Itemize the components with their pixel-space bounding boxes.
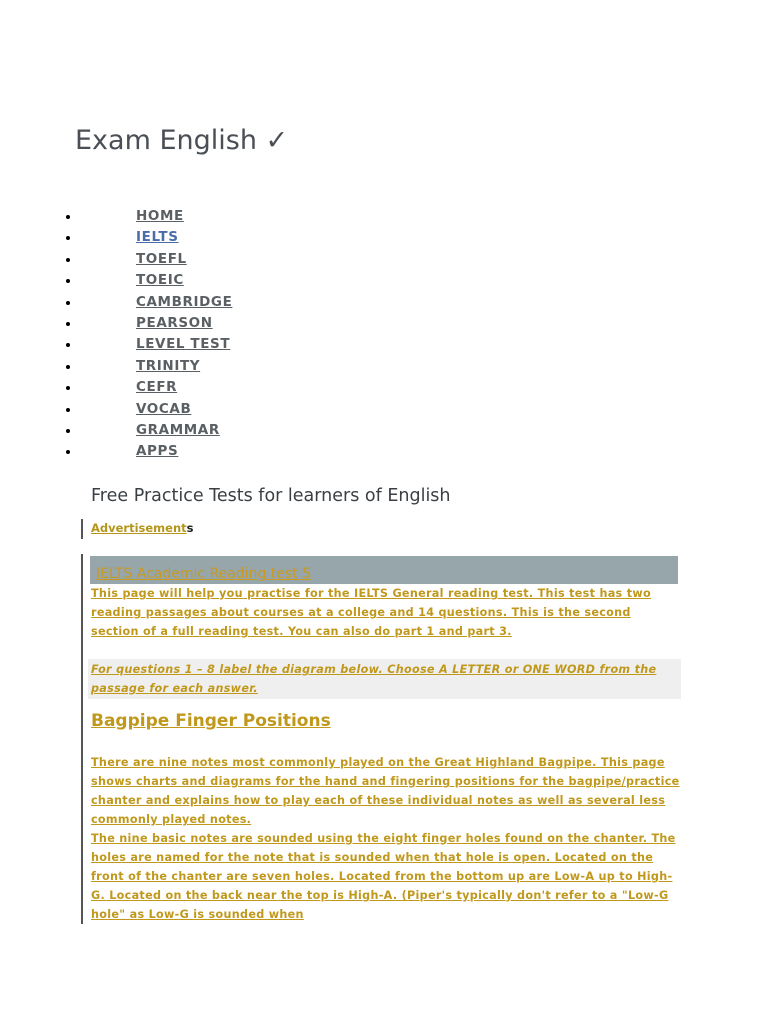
nav-link-vocab[interactable]: VOCAB [136,400,192,417]
article-intro: This page will help you practise for the IELTS General reading test. This test has two reading passages about courses at a college and 14 questions. This is the second section of a full reading test. You can also do part 1 and part 3. [91,587,651,638]
bullet-icon [66,343,70,347]
advertisements-label [91,520,194,536]
article-title[interactable]: IELTS Academic Reading test 5 [96,566,312,582]
bullet-icon [66,236,70,240]
advertisements-link[interactable]: Advertisement [91,521,187,535]
bullet-icon [66,408,70,412]
bullet-icon [66,322,70,326]
bullet-icon [66,279,70,283]
ads-divider [81,519,83,539]
site-title: Exam English ✓ [75,125,289,156]
bullet-icon [66,429,70,433]
advertisements-suffix: s [186,521,194,535]
nav-link-level-test[interactable]: LEVEL TEST [136,336,231,353]
nav-link-cefr[interactable]: CEFR [136,379,178,396]
site-tagline: Free Practice Tests for learners of English [91,486,451,506]
nav-link-toefl[interactable]: TOEFL [136,250,187,267]
article-body [91,753,681,924]
nav-link-trinity[interactable]: TRINITY [136,357,201,374]
bullet-icon [66,301,70,305]
nav-link-apps[interactable]: APPS [136,443,179,460]
nav-link-pearson[interactable]: PEARSON [136,314,213,331]
bullet-icon [66,386,70,390]
bullet-icon [66,365,70,369]
paragraph-2: The nine basic notes are sounded using the eight finger holes found on the chanter. The holes are named for the note that is sounded when that hole is open. Located on the front of the chanter are seven holes. Located from the bottom up are Low-A up to High-G. Located on the back near the top is High-A. (Piper's typically don't refer to a "Low-G hole" as Low-G is sounded when [91,832,676,921]
nav-link-cambridge[interactable]: CAMBRIDGE [136,293,233,310]
article-title-banner [90,556,678,584]
bullet-icon [66,258,70,262]
question-instructions: For questions 1 – 8 label the diagram below. Choose A LETTER or ONE WORD from the passage for each answer. [88,659,681,699]
bullet-icon [66,450,70,454]
content-divider [81,554,83,924]
paragraph-1: There are nine notes most commonly played on the Great Highland Bagpipe. This page shows charts and diagrams for the hand and fingering positions for the bagpipe/practice chanter and explains how to play each of these individual notes as well as several less commonly played notes. [91,756,680,826]
nav-link-grammar[interactable]: GRAMMAR [136,421,220,438]
nav-link-home[interactable]: HOME [136,208,184,224]
section-heading: Bagpipe Finger Positions [91,711,331,731]
nav-link-ielts[interactable]: IELTS [136,229,179,246]
bullet-icon [66,215,70,219]
nav-link-toeic[interactable]: TOEIC [136,272,184,289]
